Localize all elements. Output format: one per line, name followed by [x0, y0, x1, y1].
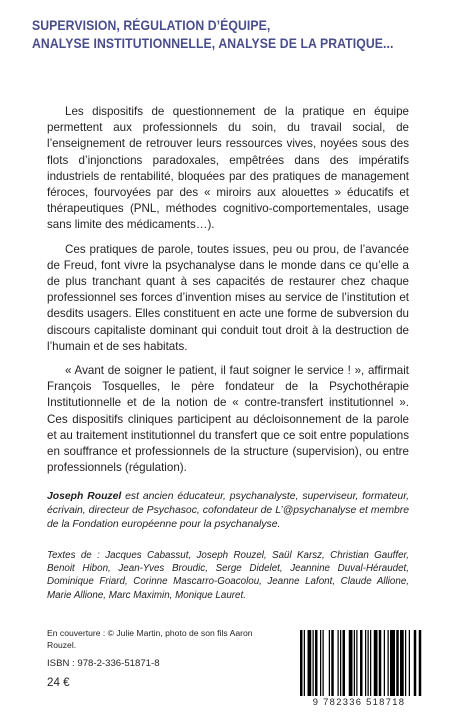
author-bio-text: est ancien éducateur, psychanalyste, superviseur, formateur, écrivain, directeur de Psychasoc, cofondateur de L’@psychanalyse et membre de la Fondation européenne pour la psychanalyse.	[47, 491, 409, 531]
contributors-list: Textes de : Jacques Cabassut, Joseph Rouzel, Saül Karsz, Christian Gauffer, Benoit Hibon, Jean-Yves Broudic, Serge Didelet, Jeannine Duval-Héraudet, Dominique Friard, Corinne Mascarro-Goacolou, Jeanne Lafont, Claude Allione, Marie Allione, Marc Maximin, Monique Lauret.	[47, 550, 409, 601]
author-name: Joseph Rouzel	[47, 491, 122, 502]
barcode	[296, 630, 422, 708]
barcode-bars	[296, 630, 422, 702]
title-line-1: SUPERVISION, RÉGULATION D’ÉQUIPE,	[32, 18, 271, 33]
book-title	[32, 17, 392, 53]
title-line-2: ANALYSE INSTITUTIONNELLE, ANALYSE DE LA PRATIQUE...	[32, 36, 394, 51]
price: 24 €	[47, 676, 70, 689]
blurb-paragraph-1: Les dispositifs de questionnement de la pratique en équipe permettent aux professionnels du soin, du travail social, de l’enseignement de retrouver leurs ressources vives, noyées sous des flots d’injonctions paradoxales, empêtrées dans des impératifs industriels de rentabilité, bloquées par des pratiques de management féroces, fourvoyées par des « miroirs aux alouettes » éducatifs et thérapeutiques (PNL, méthodes cognitivo-comportementales, usage sans limite des médicaments…).	[47, 105, 409, 232]
cover-credit: En couverture : © Julie Martin, photo de son fils Aaron Rouzel.	[47, 628, 253, 650]
blurb-paragraph-2: Ces pratiques de parole, toutes issues, peu ou prou, de l’avancée de Freud, font vivre la psychanalyse dans le monde dans ce qu’elle a de plus tranchant quant à ses capacités de restaurer chez chaque professionnel ses forces d’invention mises au service de l’institution et desdits usagers. Elles constituent en acte une forme de subversion du discours capitaliste dominant qui conduit tout droit à la destruction de l’humain et de ses habitats.	[47, 242, 409, 353]
blurb-paragraph-3: « Avant de soigner le patient, il faut soigner le service ! », affirmait François Tosquelles, le père fondateur de la Psychothérapie Institutionnelle et de la notion de « contre-transfert institutionnel ». Ces dispositifs cliniques participent au décloisonnement de la parole et au traitement institutionnel du transfert que ce soit entre populations en souffrance et professionnels de la structure (supervision), ou entre professionnels (régulation).	[47, 364, 409, 475]
author-bio	[47, 490, 409, 533]
blurb	[47, 104, 409, 484]
barcode-digits: 9 782336 518718	[296, 696, 422, 707]
isbn: ISBN : 978-2-336-51871-8	[47, 658, 160, 669]
